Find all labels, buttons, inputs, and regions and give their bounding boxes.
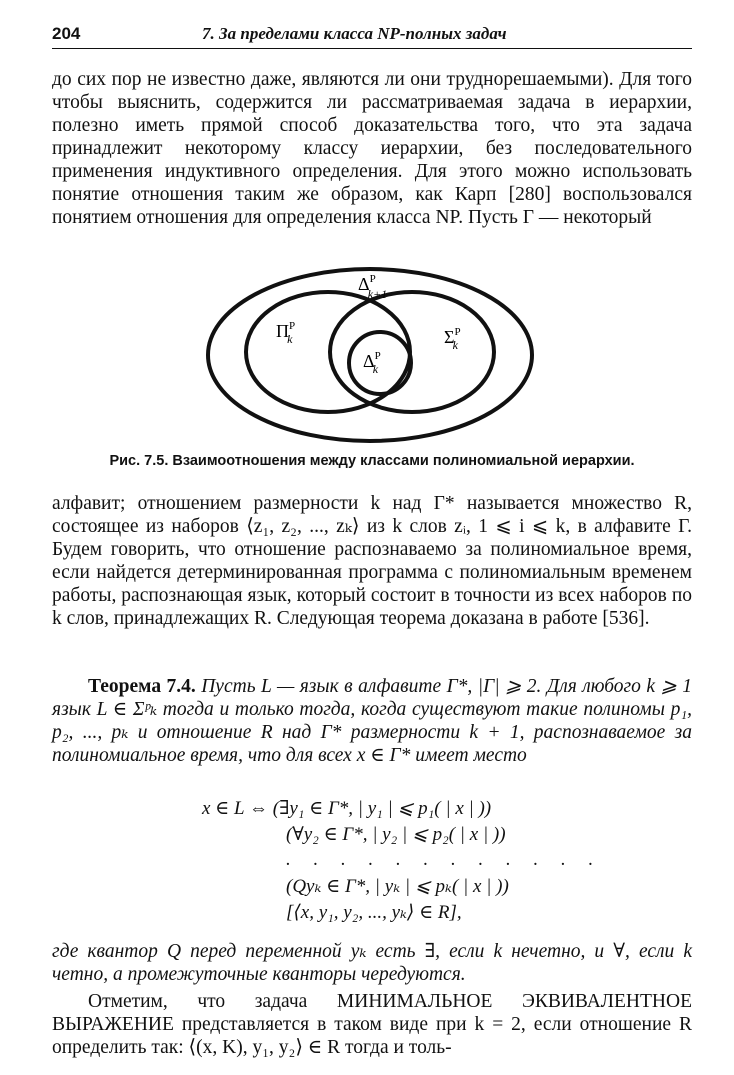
paragraph-1: до сих пор не известно даже, являются ли они труднорешаемыми). Для того чтобы выяснить, содержится ли рассматриваемая задача в иерархии, полезно иметь прямой способ доказательства того, что эта задача принадлежит некоторому классу иерархии, без последовательного применения индуктивного определения. Для этого можно использовать понятие отношения таким же образом, как Карп [280] воспользовался понятием отношения для определения класса NP. Пусть Γ — некоторый xyxy=(52,69,692,228)
formula-line-3: . . . . . . . . . . . . xyxy=(286,849,603,870)
paragraph-5: Отметим, что задача МИНИМАЛЬНОЕ ЭКВИВАЛЕНТНОЕ ВЫРАЖЕНИЕ представляется в таком виде при k = 2, если отношение R определить так: ⟨(x, K), y₁, y₂⟩ ∈ R тогда и толь- xyxy=(52,991,692,1058)
pi-k-label: $\Pi^P$ k xyxy=(276,320,296,346)
formula-line-4: (Qyₖ ∈ Γ*, | yₖ | ⩽ pₖ( | x | )) xyxy=(286,876,509,897)
page-header xyxy=(52,22,692,49)
delta-k-label: $\Delta^P$ k xyxy=(363,350,381,376)
paragraph-quantifier: где квантор Q перед переменной yₖ есть ∃, если k нечетно, и ∀, если k четно, а промежуточные кванторы чередуются. xyxy=(52,941,692,985)
formula-line-2: (∀y₂ ∈ Γ*, | y₂ | ⩽ p₂( | x | )) xyxy=(286,824,506,845)
hierarchy-diagram xyxy=(200,265,540,445)
formula-line-1: x ∈ L ⇔ (∃y₁ ∈ Γ*, | y₁ | ⩽ p₁( | x | )) xyxy=(202,798,492,819)
page-number: 204 xyxy=(52,24,81,43)
formula-line-5: [⟨x, y₁, y₂, ..., yₖ⟩ ∈ R], xyxy=(286,902,462,923)
paragraph-2: алфавит; отношением размерности k над Γ* называется множество R, состоящее из наборов ⟨z₁, z₂, ..., zₖ⟩ из k слов zᵢ, 1 ⩽ i ⩽ k, в алфавите Γ. Будем говорить, что отношение распознаваемо за полиномиальное время, если найдется детерминированная программа с полиномиальным временем работы, распознающая язык, который состоит в точности из всех наборов по k слов, принадлежащих R. Следующая теорема доказана в работе [536]. xyxy=(52,493,692,629)
figure-caption: Рис. 7.5. Взаимоотношения между классами полиномиальной иерархии. xyxy=(109,453,635,469)
inner-circle xyxy=(349,332,411,394)
sigma-k-label: $\Sigma^P$ k xyxy=(444,326,461,352)
theorem-label: Теорема 7.4. xyxy=(88,676,196,697)
running-title: 7. За пределами класса NP-полных задач xyxy=(202,24,507,43)
delta-k-plus-1-label: $\Delta^P$ k+1 xyxy=(358,273,388,301)
theorem-text: Пусть L — язык в алфавите Γ*, |Γ| ⩾ 2. Для любого k ⩾ 1 язык L ∈ Σᵖₖ тогда и только тогда, когда существуют такие полиномы p₁, p₂, ..., pₖ и отношение R над Γ* размерности k + 1, распознаваемое за полиномиальное время, что для всех x ∈ Γ* имеет место xyxy=(52,676,692,766)
theorem-paragraph xyxy=(52,675,692,767)
